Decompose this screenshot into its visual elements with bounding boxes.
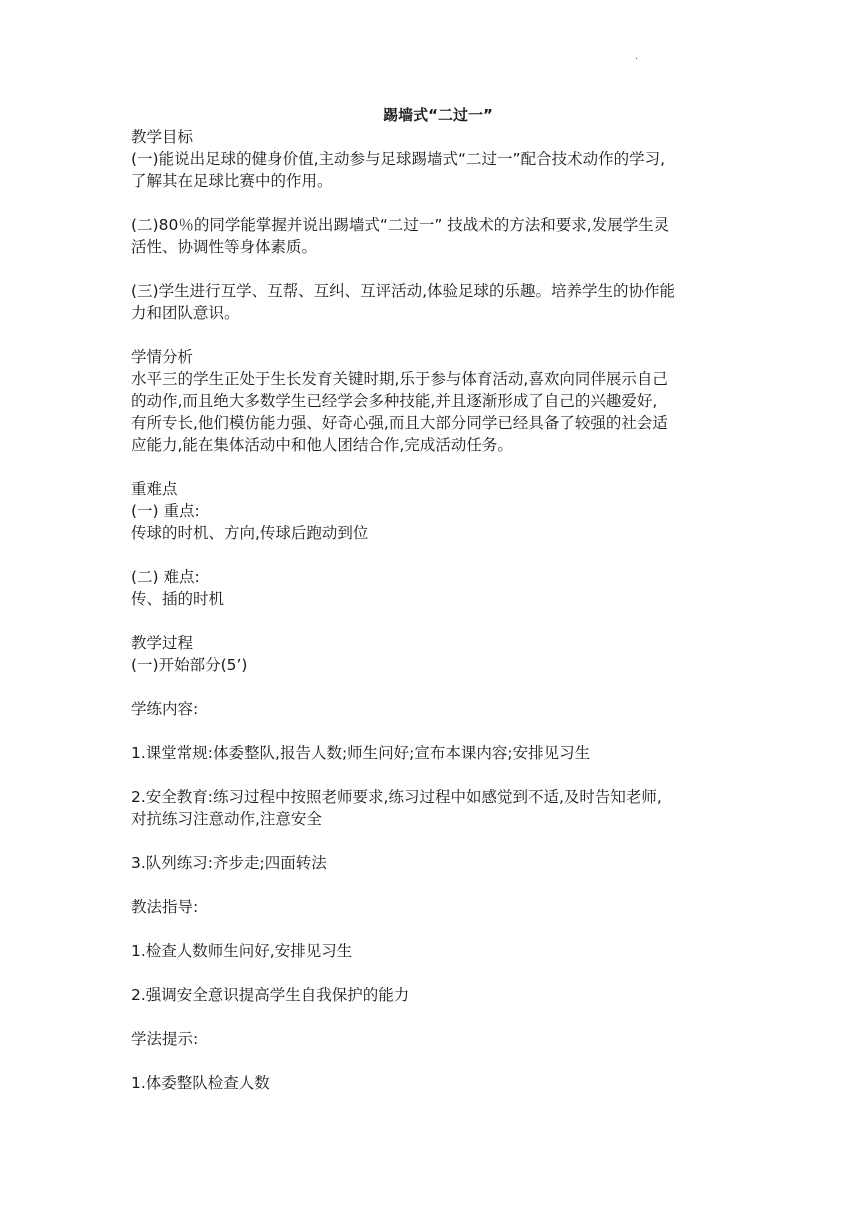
process-part-1: (一)开始部分(5’) bbox=[131, 656, 248, 674]
paragraph-spacer bbox=[131, 676, 731, 698]
paragraph-spacer bbox=[131, 1050, 731, 1072]
objectives-heading: 教学目标 bbox=[131, 128, 194, 146]
content-item-1: 1.课堂常规:体委整队,报告人数;师生问好;宣布本课内容;安排见习生 bbox=[131, 744, 591, 762]
page-corner-mark: . bbox=[635, 51, 639, 62]
paragraph-spacer bbox=[131, 720, 731, 742]
objective-2-line-1: (二)80％的同学能掌握并说出踢墙式“二过一” 技战术的方法和要求,发展学生灵 bbox=[131, 216, 670, 234]
analysis-line-4: 应能力,能在集体活动中和他人团结合作,完成活动任务。 bbox=[131, 436, 513, 454]
paragraph-spacer bbox=[131, 764, 731, 786]
paragraph-spacer bbox=[131, 544, 731, 566]
key-points-section bbox=[131, 478, 731, 610]
paragraph-spacer bbox=[131, 830, 731, 852]
paragraph-spacer bbox=[131, 610, 731, 632]
analysis-heading: 学情分析 bbox=[131, 348, 194, 366]
key-points-heading: 重难点 bbox=[131, 480, 178, 498]
method-item-1: 1.检查人数师生问好,安排见习生 bbox=[131, 942, 353, 960]
paragraph-spacer bbox=[131, 874, 731, 896]
document-page bbox=[131, 104, 731, 1094]
difficulty-text: 传、插的时机 bbox=[131, 590, 225, 608]
objective-3-line-1: (三)学生进行互学、互帮、互纠、互评活动,体验足球的乐趣。培养学生的协作能 bbox=[131, 282, 676, 300]
method-item-2: 2.强调安全意识提高学生自我保护的能力 bbox=[131, 986, 410, 1004]
difficulty-label: (二) 难点: bbox=[131, 568, 200, 586]
objective-1-line-1: (一)能说出足球的健身价值,主动参与足球踢墙式“二过一”配合技术动作的学习, bbox=[131, 150, 666, 168]
focus-text: 传球的时机、方向,传球后跑动到位 bbox=[131, 524, 369, 542]
study-label: 学法提示: bbox=[131, 1030, 199, 1048]
paragraph-spacer bbox=[131, 918, 731, 940]
analysis-line-1: 水平三的学生正处于生长发育关键时期,乐于参与体育活动,喜欢向同伴展示自己 bbox=[131, 370, 668, 388]
method-label: 教法指导: bbox=[131, 898, 199, 916]
content-label: 学练内容: bbox=[131, 700, 199, 718]
document-title: 踢墙式“二过一” bbox=[383, 106, 493, 124]
focus-label: (一) 重点: bbox=[131, 502, 200, 520]
content-item-2-line-1: 2.安全教育:练习过程中按照老师要求,练习过程中如感觉到不适,及时告知老师, bbox=[131, 788, 662, 806]
paragraph-spacer bbox=[131, 1006, 731, 1028]
paragraph-spacer bbox=[131, 324, 731, 346]
study-item-1: 1.体委整队检查人数 bbox=[131, 1074, 270, 1092]
analysis-line-3: 有所专长,他们模仿能力强、好奇心强,而且大部分同学已经具备了较强的社会适 bbox=[131, 414, 668, 432]
objective-3-line-2: 力和团队意识。 bbox=[131, 304, 240, 322]
objective-1-line-2: 了解其在足球比赛中的作用。 bbox=[131, 172, 333, 190]
process-heading: 教学过程 bbox=[131, 634, 194, 652]
paragraph-spacer bbox=[131, 962, 731, 984]
paragraph-spacer bbox=[131, 456, 731, 478]
analysis-line-2: 的动作,而且绝大多数学生已经学会多种技能,并且逐渐形成了自己的兴趣爱好, bbox=[131, 392, 658, 410]
objective-2-line-2: 活性、协调性等身体素质。 bbox=[131, 238, 318, 256]
paragraph-spacer bbox=[131, 192, 731, 214]
content-item-3: 3.队列练习:齐步走;四面转法 bbox=[131, 854, 327, 872]
student-analysis-section bbox=[131, 346, 731, 456]
teaching-process-section bbox=[131, 632, 731, 1094]
paragraph-spacer bbox=[131, 258, 731, 280]
content-item-2-line-2: 对抗练习注意动作,注意安全 bbox=[131, 810, 322, 828]
teaching-objectives-section bbox=[131, 126, 731, 324]
